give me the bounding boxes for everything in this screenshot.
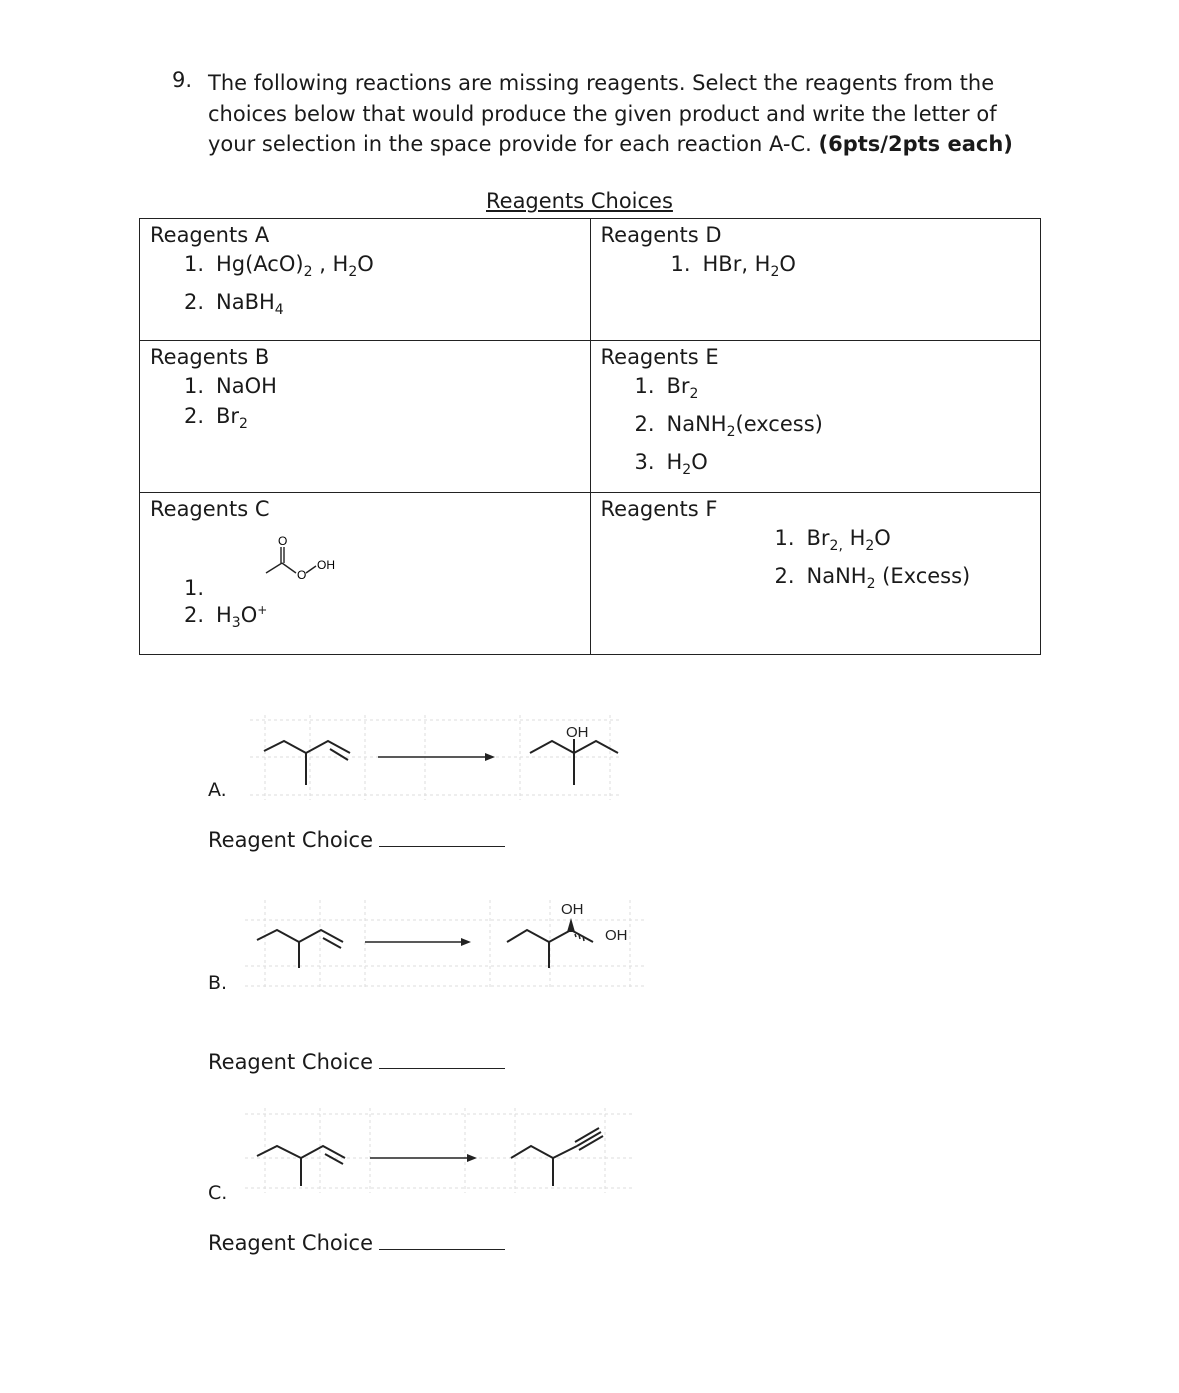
reagents-f-title: Reagents F (600, 497, 718, 521)
reaction-c-label: C. (208, 1182, 228, 1204)
peracid-oh: OH (317, 558, 335, 572)
reactant-c (257, 1146, 345, 1186)
reaction-c-arrow (370, 1154, 477, 1162)
reagents-b-step-2: 2. $Br_2$ (183, 404, 248, 433)
reagents-c-cell (140, 493, 591, 655)
reaction-a-label: A. (208, 779, 227, 801)
reaction-c-scheme (245, 1108, 645, 1198)
reactant-a (264, 741, 350, 785)
reagents-c-step-2: 2. $H_3O^+$ (183, 603, 268, 632)
reagents-e-step-3: 3. $H_2O$ (634, 450, 708, 479)
reaction-b-scheme (245, 890, 655, 990)
reaction-b-choice: Reagent Choice (208, 1050, 505, 1074)
question-number: 9. (172, 68, 193, 92)
product-b (507, 930, 593, 968)
reaction-b-answer-blank[interactable] (379, 1050, 505, 1069)
reagents-b-cell (140, 341, 591, 493)
reagents-c-title: Reagents C (150, 497, 270, 521)
reagents-b-step-1: 1. NaOH (183, 374, 277, 398)
reactant-b (257, 930, 343, 968)
reagents-a-title: Reagents A (150, 223, 270, 247)
reagents-a-cell (140, 219, 591, 341)
reagents-f-step-1: 1. $Br_{2,}$ $H_2O$ (774, 526, 891, 555)
reagents-d-title: Reagents D (600, 223, 722, 247)
reaction-c-answer-blank[interactable] (379, 1231, 505, 1250)
reaction-b-arrow (365, 938, 471, 946)
reaction-a-choice: Reagent Choice (208, 828, 505, 852)
reagents-f-step-2: 2. NaNH$_2$ (Excess) (774, 564, 971, 593)
reaction-a-scheme (250, 715, 630, 805)
reagents-table (139, 218, 1041, 655)
product-c (511, 1128, 603, 1186)
reagents-c-step-1: 1. (183, 576, 204, 600)
peracid-o: O (297, 568, 307, 582)
reagents-a-step-1: 1. $Hg(AcO)_2$ , $H_2O$ (183, 252, 374, 281)
question-body: The following reactions are missing reagents. Select the reagents from the choices below that would produce the given product and write the letter of your selection in the space provide for each reaction A-C. (208, 71, 997, 156)
question-points: (6pts/2pts each) (818, 132, 1013, 156)
reaction-c-choice: Reagent Choice (208, 1231, 505, 1255)
product-b-oh-top: OH (561, 901, 584, 918)
product-a-oh-label: OH (566, 724, 589, 741)
product-b-wedge (567, 918, 575, 932)
reagents-d-cell (590, 219, 1041, 341)
peracid-structure (260, 533, 350, 583)
reaction-a-answer-blank[interactable] (379, 828, 505, 847)
reagents-choices-title: Reagents Choices (486, 189, 673, 213)
reagents-e-step-1: 1. $Br_2$ (634, 374, 699, 403)
reagents-e-title: Reagents E (600, 345, 719, 369)
reagents-b-title: Reagents B (150, 345, 270, 369)
reagents-a-step-2: 2. NaBH$_4$ (183, 290, 284, 319)
product-b-oh-side: OH (605, 927, 628, 944)
product-a (530, 739, 618, 785)
reagents-d-step-1: 1. HBr, $H_2O$ (670, 252, 796, 281)
peracid-carbonyl-o: O (278, 534, 288, 548)
reagents-e-step-2: 2. NaNH$_2$(excess) (634, 412, 823, 441)
reaction-a-arrow (378, 753, 495, 761)
reagents-e-cell (590, 341, 1041, 493)
reagents-f-cell (590, 493, 1041, 655)
question-text (208, 68, 1038, 160)
reaction-b-label: B. (208, 972, 228, 994)
